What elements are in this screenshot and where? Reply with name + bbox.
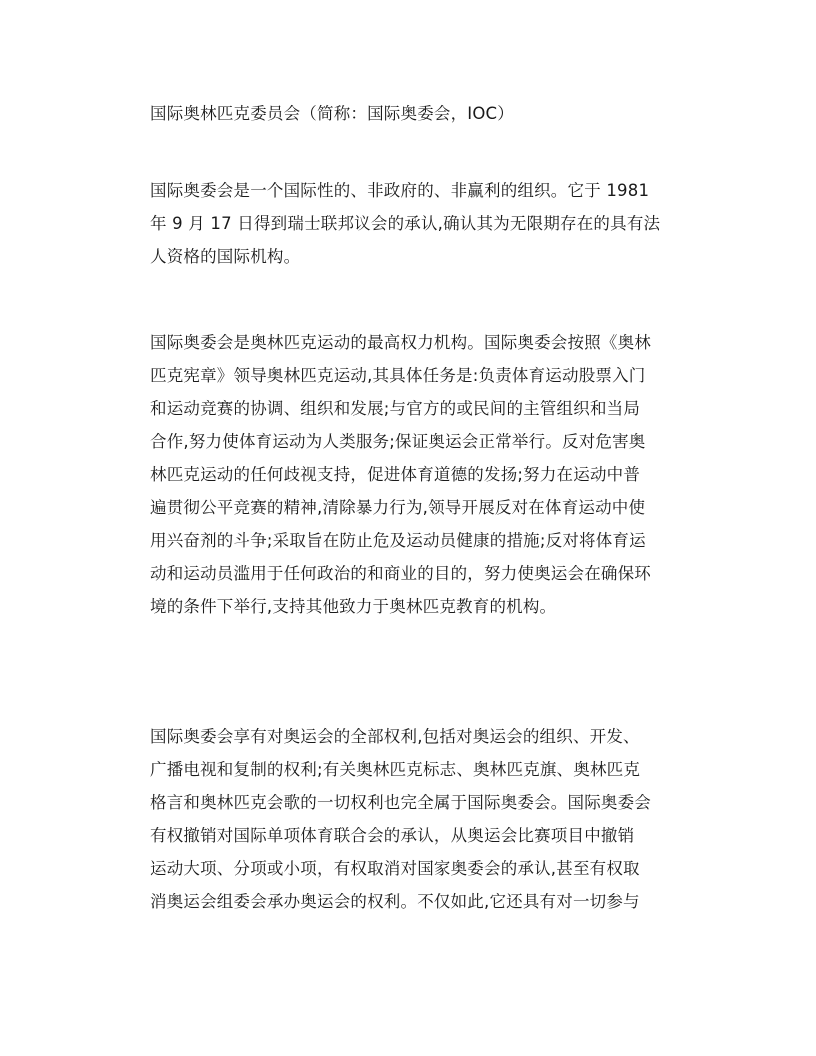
paragraph-line: 国际奥委会享有对奥运会的全部权利,包括对奥运会的组织、开发、: [150, 727, 640, 746]
paragraph-1: [150, 174, 680, 273]
paragraph-line: 格言和奥林匹克会歌的一切权利也完全属于国际奥委会。国际奥委会: [150, 793, 651, 812]
paragraph-line: 遍贯彻公平竞赛的精神,清除暴力行为,领导开展反对在体育运动中使: [150, 498, 646, 517]
paragraph-3: [150, 720, 680, 918]
paragraph-line: 国际奥委会是奥林匹克运动的最高权力机构。国际奥委会按照《奥林: [150, 333, 651, 352]
paragraph-line: 运动大项、分项或小项，有权取消对国家奥委会的承认,甚至有权取: [150, 859, 640, 878]
document-title: [150, 97, 680, 130]
paragraph-line: 林匹克运动的任何歧视支持，促进体育道德的发扬;努力在运动中普: [150, 465, 641, 484]
paragraph-line: 国际奥委会是一个国际性的、非政府的、非赢利的组织。它于 1981: [150, 181, 650, 200]
paragraph-2: [150, 326, 680, 623]
paragraph-line: 和运动竞赛的协调、组织和发展;与官方的或民间的主管组织和当局: [150, 399, 641, 418]
paragraph-line: 年 9 月 17 日得到瑞士联邦议会的承认,确认其为无限期存在的具有法: [150, 214, 661, 233]
title-line: 国际奥林匹克委员会（简称：国际奥委会，IOC）: [150, 104, 514, 123]
paragraph-line: 人资格的国际机构。: [150, 247, 301, 266]
paragraph-line: 动和运动员滥用于任何政治的和商业的目的，努力使奥运会在确保环: [150, 564, 651, 583]
paragraph-line: 境的条件下举行,支持其他致力于奥林匹克教育的机构。: [150, 597, 557, 616]
paragraph-line: 消奥运会组委会承办奥运会的权利。不仅如此,它还具有对一切参与: [150, 892, 640, 911]
paragraph-line: 合作,努力使体育运动为人类服务;保证奥运会正常举行。反对危害奥: [150, 432, 646, 451]
paragraph-line: 广播电视和复制的权利;有关奥林匹克标志、奥林匹克旗、奥林匹克: [150, 760, 641, 779]
paragraph-line: 有权撤销对国际单项体育联合会的承认，从奥运会比赛项目中撤销: [150, 826, 635, 845]
paragraph-line: 匹克宪章》领导奥林匹克运动,其具体任务是:负责体育运动股票入门: [150, 366, 646, 385]
paragraph-line: 用兴奋剂的斗争;采取旨在防止危及运动员健康的措施;反对将体育运: [150, 531, 646, 550]
